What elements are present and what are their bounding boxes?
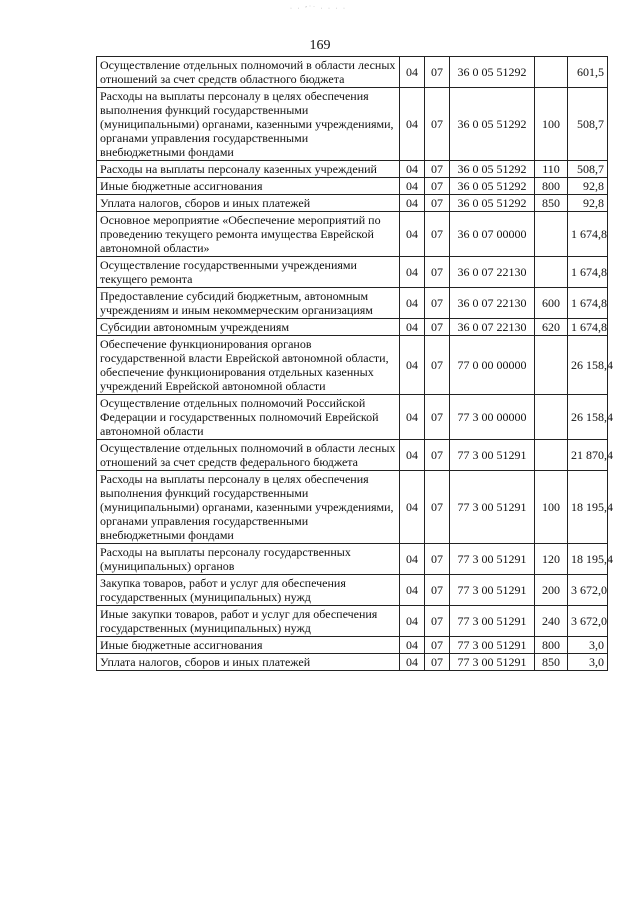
amount-cell: 92,8: [568, 195, 608, 212]
target-article-code-cell: 77 3 00 51291: [450, 606, 535, 637]
row-name-cell: Осуществление отдельных полномочий в области лесных отношений за счет средств федерального бюджета: [97, 440, 400, 471]
table-row: [97, 336, 608, 395]
section-code-cell: 04: [400, 178, 425, 195]
subsection-code-cell: 07: [425, 544, 450, 575]
expense-type-code-cell: 600: [535, 288, 568, 319]
section-code-cell: 04: [400, 654, 425, 671]
section-code-cell: 04: [400, 88, 425, 161]
target-article-code-cell: 36 0 07 00000: [450, 212, 535, 257]
subsection-code-cell: 07: [425, 575, 450, 606]
expense-type-code-cell: 620: [535, 319, 568, 336]
expense-type-code-cell: 100: [535, 471, 568, 544]
expense-type-code-cell: 800: [535, 178, 568, 195]
expense-type-code-cell: [535, 336, 568, 395]
section-code-cell: 04: [400, 57, 425, 88]
row-name-cell: Иные бюджетные ассигнования: [97, 178, 400, 195]
row-name-cell: Уплата налогов, сборов и иных платежей: [97, 654, 400, 671]
amount-cell: 18 195,4: [568, 544, 608, 575]
expense-type-code-cell: [535, 212, 568, 257]
amount-cell: 1 674,8: [568, 319, 608, 336]
table-row: [97, 257, 608, 288]
table-row: [97, 319, 608, 336]
section-code-cell: 04: [400, 440, 425, 471]
subsection-code-cell: 07: [425, 336, 450, 395]
table-row: [97, 178, 608, 195]
row-name-cell: Субсидии автономным учреждениям: [97, 319, 400, 336]
row-name-cell: Расходы на выплаты персоналу государственных (муниципальных) органов: [97, 544, 400, 575]
expense-type-code-cell: 800: [535, 637, 568, 654]
target-article-code-cell: 36 0 05 51292: [450, 88, 535, 161]
amount-cell: 3,0: [568, 654, 608, 671]
target-article-code-cell: 77 3 00 51291: [450, 575, 535, 606]
target-article-code-cell: 77 3 00 51291: [450, 440, 535, 471]
amount-cell: 508,7: [568, 88, 608, 161]
expense-type-code-cell: [535, 257, 568, 288]
section-code-cell: 04: [400, 319, 425, 336]
subsection-code-cell: 07: [425, 395, 450, 440]
expense-type-code-cell: 850: [535, 654, 568, 671]
amount-cell: 1 674,8: [568, 257, 608, 288]
table-row: [97, 288, 608, 319]
target-article-code-cell: 36 0 07 22130: [450, 288, 535, 319]
table-row: [97, 544, 608, 575]
budget-table: [96, 56, 613, 671]
expense-type-code-cell: 120: [535, 544, 568, 575]
section-code-cell: 04: [400, 395, 425, 440]
section-code-cell: 04: [400, 336, 425, 395]
amount-cell: 92,8: [568, 178, 608, 195]
expense-type-code-cell: [535, 57, 568, 88]
row-name-cell: Расходы на выплаты персоналу в целях обеспечения выполнения функций государственными (муниципальными) органами, казенными учреждениями, органами управления государственными внебюджетными фондами: [97, 471, 400, 544]
row-name-cell: Иные закупки товаров, работ и услуг для обеспечения государственных (муниципальных) нужд: [97, 606, 400, 637]
subsection-code-cell: 07: [425, 288, 450, 319]
row-name-cell: Расходы на выплаты персоналу казенных учреждений: [97, 161, 400, 178]
section-code-cell: 04: [400, 471, 425, 544]
subsection-code-cell: 07: [425, 195, 450, 212]
target-article-code-cell: 77 3 00 51291: [450, 637, 535, 654]
target-article-code-cell: 36 0 05 51292: [450, 178, 535, 195]
amount-cell: 21 870,4: [568, 440, 608, 471]
row-name-cell: Уплата налогов, сборов и иных платежей: [97, 195, 400, 212]
subsection-code-cell: 07: [425, 637, 450, 654]
section-code-cell: 04: [400, 212, 425, 257]
table-row: [97, 57, 608, 88]
subsection-code-cell: 07: [425, 88, 450, 161]
expense-type-code-cell: 200: [535, 575, 568, 606]
table-row: [97, 471, 608, 544]
table-row: [97, 161, 608, 178]
row-name-cell: Основное мероприятие «Обеспечение мероприятий по проведению текущего ремонта имущества Еврейской автономной области»: [97, 212, 400, 257]
target-article-code-cell: 77 3 00 51291: [450, 654, 535, 671]
amount-cell: 601,5: [568, 57, 608, 88]
row-name-cell: Закупка товаров, работ и услуг для обеспечения государственных (муниципальных) нужд: [97, 575, 400, 606]
row-name-cell: Осуществление государственными учреждениями текущего ремонта: [97, 257, 400, 288]
amount-cell: 26 158,4: [568, 336, 608, 395]
budget-table-body: [97, 57, 613, 671]
table-row: [97, 575, 608, 606]
section-code-cell: 04: [400, 575, 425, 606]
target-article-code-cell: 36 0 05 51292: [450, 57, 535, 88]
subsection-code-cell: 07: [425, 178, 450, 195]
subsection-code-cell: 07: [425, 606, 450, 637]
scan-artifact-marks: · · ʼˈ˙ · · · ·: [290, 6, 347, 12]
row-name-cell: Расходы на выплаты персоналу в целях обеспечения выполнения функций государственными (муниципальными) органами, казенными учреждениями, органами управления государственными внебюджетными фондами: [97, 88, 400, 161]
subsection-code-cell: 07: [425, 654, 450, 671]
row-name-cell: Осуществление отдельных полномочий в области лесных отношений за счет средств областного бюджета: [97, 57, 400, 88]
target-article-code-cell: 36 0 07 22130: [450, 319, 535, 336]
section-code-cell: 04: [400, 195, 425, 212]
amount-cell: 508,7: [568, 161, 608, 178]
subsection-code-cell: 07: [425, 212, 450, 257]
target-article-code-cell: 36 0 07 22130: [450, 257, 535, 288]
expense-type-code-cell: [535, 395, 568, 440]
amount-cell: 3 672,0: [568, 575, 608, 606]
table-row: [97, 637, 608, 654]
row-name-cell: Обеспечение функционирования органов государственной власти Еврейской автономной области, обеспечение функционирования отдельных казенных учреждений Еврейской автономной области: [97, 336, 400, 395]
subsection-code-cell: 07: [425, 440, 450, 471]
row-name-cell: Предоставление субсидий бюджетным, автономным учреждениям и иным некоммерческим организациям: [97, 288, 400, 319]
section-code-cell: 04: [400, 606, 425, 637]
expense-type-code-cell: 100: [535, 88, 568, 161]
table-row: [97, 88, 608, 161]
amount-cell: 18 195,4: [568, 471, 608, 544]
section-code-cell: 04: [400, 288, 425, 319]
subsection-code-cell: 07: [425, 471, 450, 544]
amount-cell: 3,0: [568, 637, 608, 654]
expense-type-code-cell: 110: [535, 161, 568, 178]
amount-cell: 1 674,8: [568, 212, 608, 257]
amount-cell: 3 672,0: [568, 606, 608, 637]
row-name-cell: Иные бюджетные ассигнования: [97, 637, 400, 654]
section-code-cell: 04: [400, 161, 425, 178]
target-article-code-cell: 77 3 00 51291: [450, 471, 535, 544]
table-row: [97, 440, 608, 471]
table-row: [97, 654, 608, 671]
page-number: 169: [309, 38, 331, 53]
table-row: [97, 395, 608, 440]
subsection-code-cell: 07: [425, 57, 450, 88]
expense-type-code-cell: 850: [535, 195, 568, 212]
expense-type-code-cell: [535, 440, 568, 471]
target-article-code-cell: 36 0 05 51292: [450, 161, 535, 178]
table-row: [97, 212, 608, 257]
target-article-code-cell: 77 3 00 51291: [450, 544, 535, 575]
section-code-cell: 04: [400, 637, 425, 654]
table-row: [97, 606, 608, 637]
subsection-code-cell: 07: [425, 161, 450, 178]
target-article-code-cell: 77 3 00 00000: [450, 395, 535, 440]
amount-cell: 26 158,4: [568, 395, 608, 440]
section-code-cell: 04: [400, 544, 425, 575]
amount-cell: 1 674,8: [568, 288, 608, 319]
subsection-code-cell: 07: [425, 319, 450, 336]
target-article-code-cell: 77 0 00 00000: [450, 336, 535, 395]
row-name-cell: Осуществление отдельных полномочий Российской Федерации и государственных полномочий Еврейской автономной области: [97, 395, 400, 440]
section-code-cell: 04: [400, 257, 425, 288]
target-article-code-cell: 36 0 05 51292: [450, 195, 535, 212]
subsection-code-cell: 07: [425, 257, 450, 288]
expense-type-code-cell: 240: [535, 606, 568, 637]
table-row: [97, 195, 608, 212]
